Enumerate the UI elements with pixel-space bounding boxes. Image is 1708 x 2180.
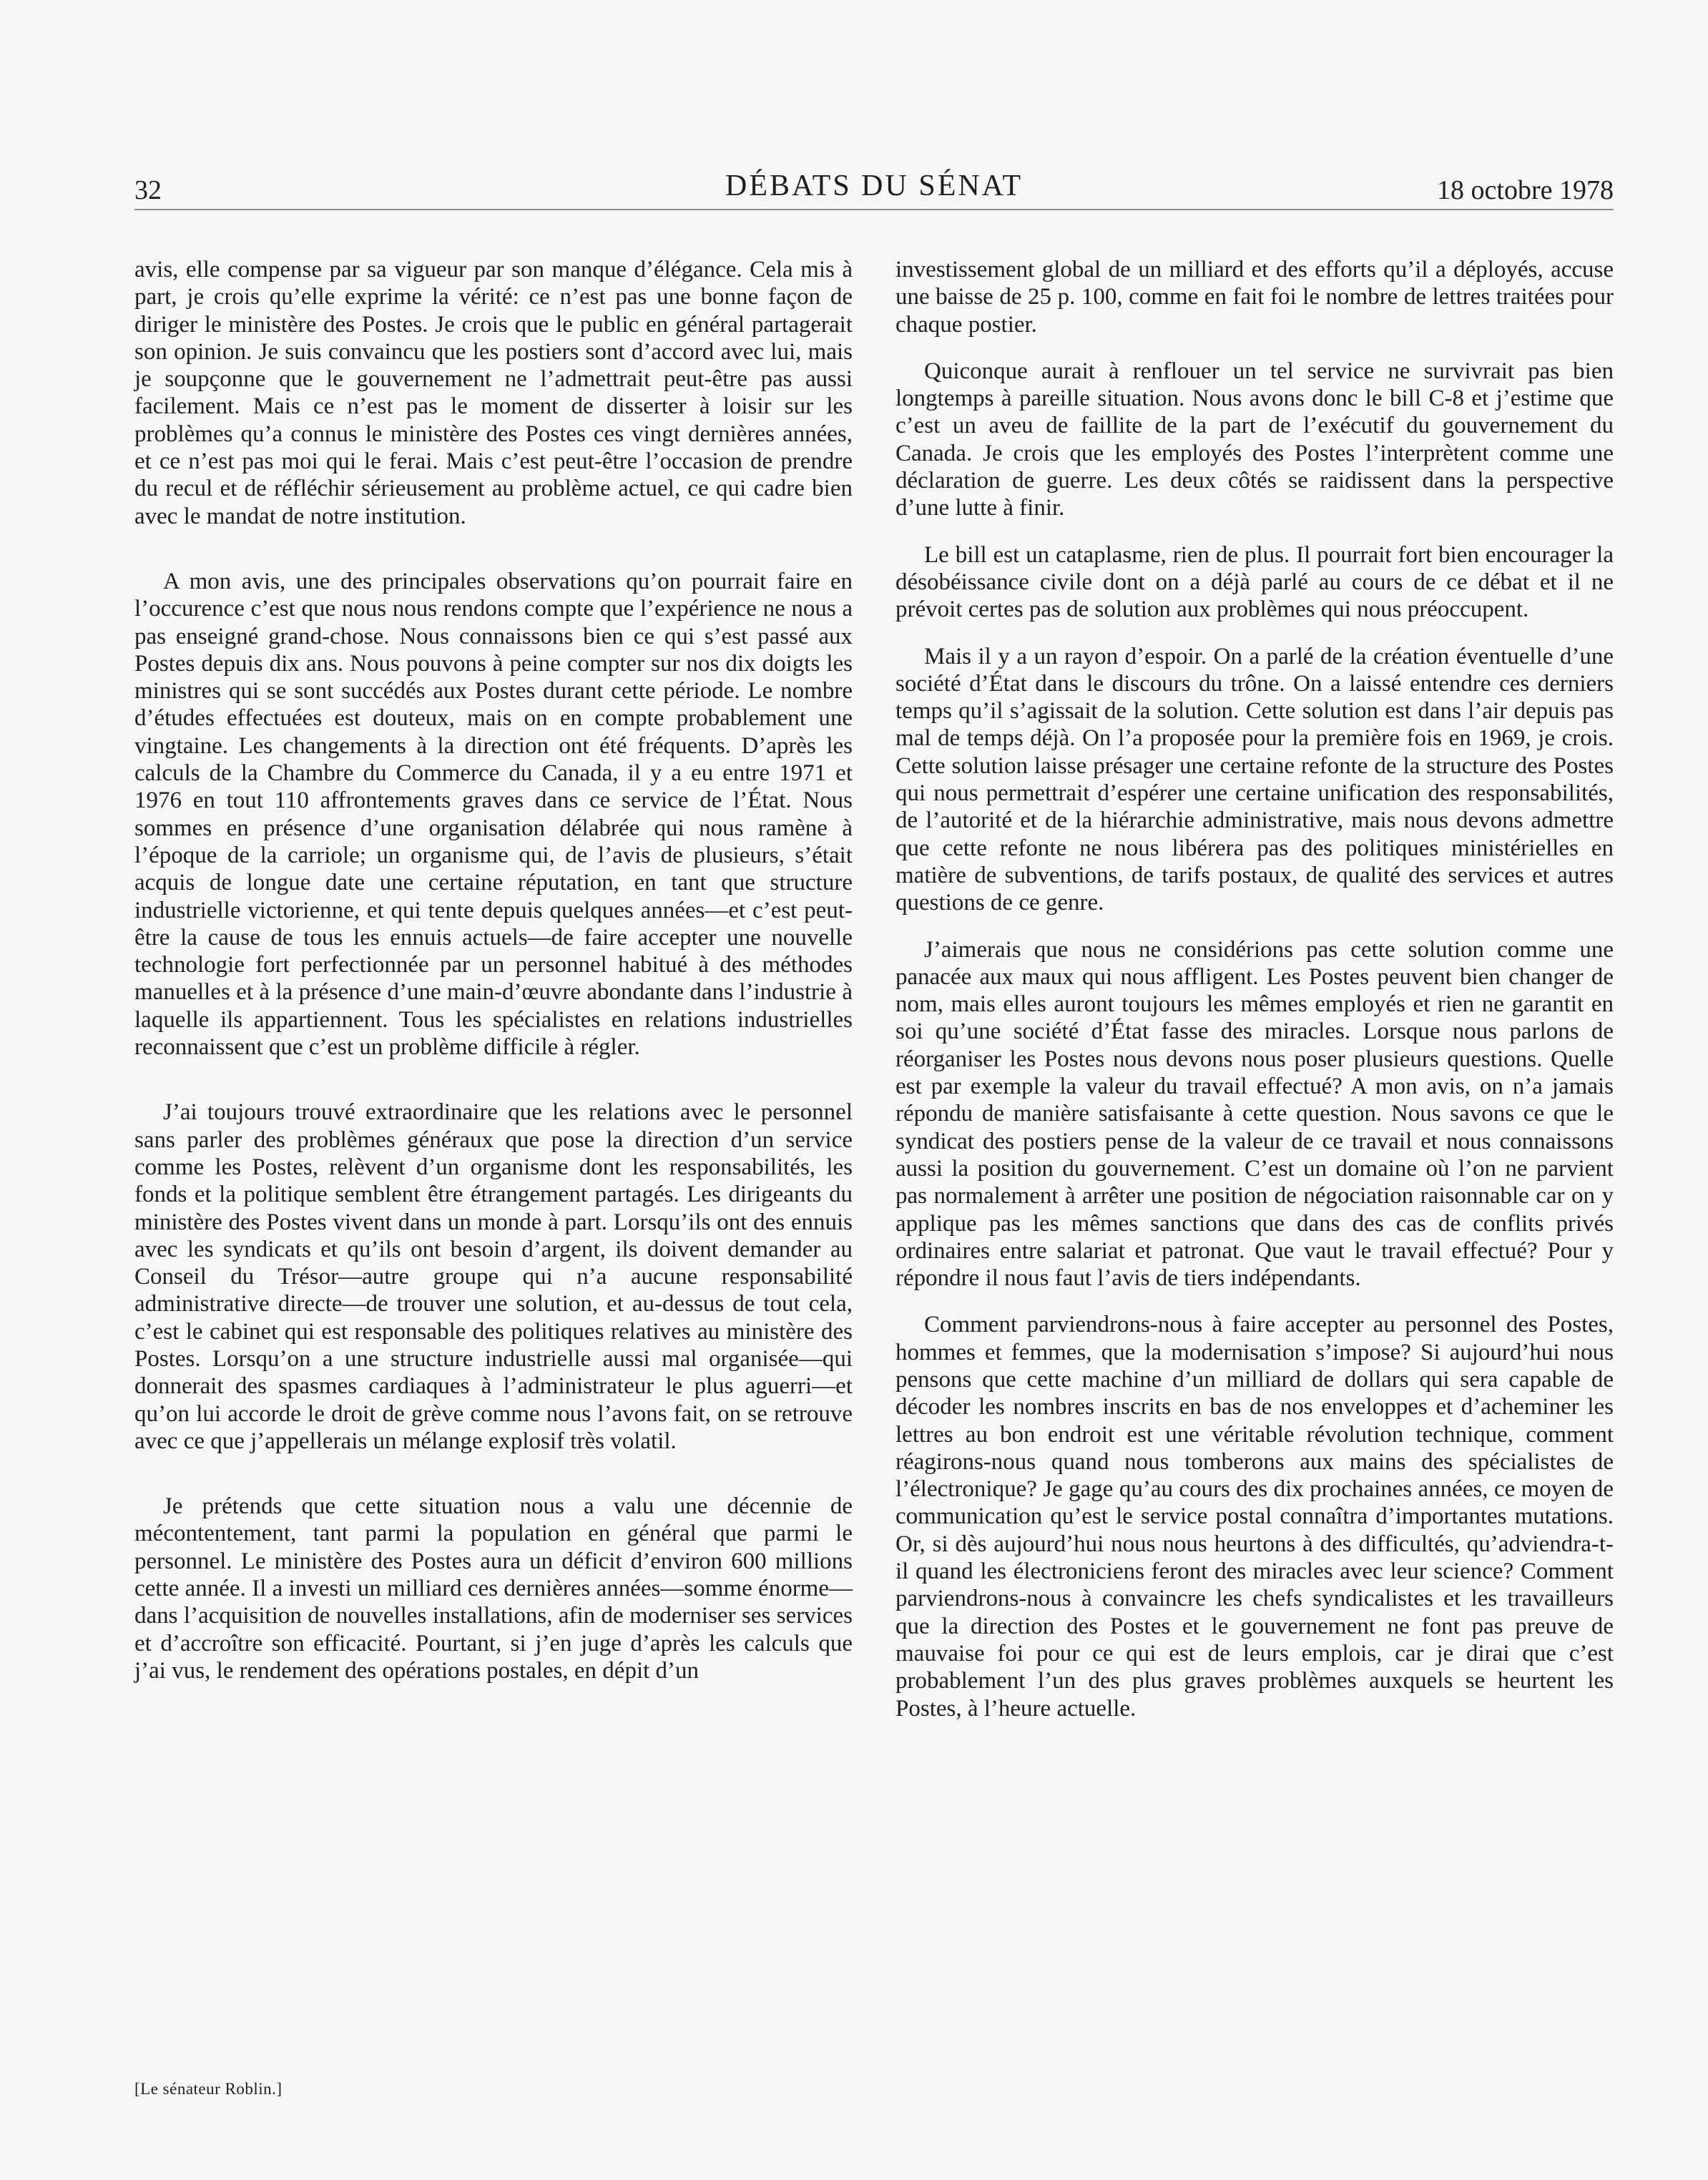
paragraph: Comment parviendrons-nous à faire accepter au personnel des Postes, hommes et femmes, que la modernisation s’impose? Si aujourd’hui nous pensons que cette machine d’un milliard de dollars qui sera capable de décoder les nombres inscrits en bas de nos enveloppes et d’acheminer les lettres au bon endroit est une véritable révolution technique, comment réagirons-nous quand nous tomberons aux mains des spécialistes de l’électronique? Je gage qu’au cours des dix prochaines années, ce moyen de communication qu’est le service postal connaîtra d’importantes mutations. Or, si dès aujourd’hui nous nous heurtons à des difficultés, qu’adviendra-t-il quand les électroniciens feront des miracles avec leur science? Comment parviendrons-nous à convaincre les chefs syndicalistes et les travailleurs que la direction des Postes et le gouvernement ne font pas preuve de mauvaise foi pour ce qui est de leurs emplois, car je dirai que c’est probablement l’un des plus graves problèmes auxquels se heurtent les Postes, à l’heure actuelle.	[895, 1312, 1614, 1722]
paragraph: Quiconque aurait à renflouer un tel service ne survivrait pas bien longtemps à pareille situation. Nous avons donc le bill C-8 et j’estime que c’est un aveu de faillite de la part de l’exécutif du gouvernement du Canada. Je crois que les employés des Postes l’interprètent comme une déclaration de guerre. Les deux côtés se raidissent dans la perspective d’une lutte à finir.	[895, 358, 1614, 521]
paragraph: A mon avis, une des principales observations qu’on pourrait faire en l’occurence c’est que nous nous rendons compte que l’expérience ne nous a pas enseigné grand-chose. Nous connaissons bien ce qui s’est passé aux Postes depuis dix ans. Nous pouvons à peine compter sur nos dix doigts les ministres qui se sont succédés aux Postes durant cette période. Le nombre d’études effectuées est douteux, mais on en compte probablement une vingtaine. Les changements à la direction ont été fréquents. D’après les calculs de la Chambre du Commerce du Canada, il y a eu entre 1971 et 1976 en tout 110 affrontements graves dans ce service de l’État. Nous sommes en présence d’une organisation délabrée qui nous ramène à l’époque de la carriole; un organisme qui, de l’avis de plusieurs, s’était acquis de longue date une certaine réputation, en tant que structure industrielle victorienne, et qui tente depuis quelques années—et c’est peut-être la cause de tous les ennuis actuels—de faire accepter une nouvelle technologie fort perfectionnée par un personnel habitué à des méthodes manuelles et à la présence d’une main-d’œuvre abondante dans l’industrie à laquelle ils appartiennent. Tous les spécialistes en relations industrielles reconnaissent que c’est un problème difficile à régler.	[134, 568, 853, 1061]
session-date: 18 octobre 1978	[1437, 175, 1614, 205]
speaker-note: [Le sénateur Roblin.]	[134, 2080, 283, 2098]
paragraph: avis, elle compense par sa vigueur par son manque d’élégance. Cela mis à part, je crois qu’elle exprime la vérité: ce n’est pas une bonne façon de diriger le ministère des Postes. Je crois que le public en général partagerait son opinion. Je suis convaincu que les postiers sont d’accord avec lui, mais je soupçonne que le gouvernement ne l’admettrait peut-être pas aussi facilement. Mais ce n’est pas le moment de disserter à loisir sur les problèmes qu’a connus le ministère des Postes ces vingt dernières années, et ce n’est pas moi qui le ferai. Mais c’est peut-être l’occasion de prendre du recul et de réfléchir sérieusement au problème actuel, ce qui cadre bien avec le mandat de notre institution.	[134, 257, 853, 529]
page-number: 32	[134, 175, 162, 205]
page-header	[134, 166, 1614, 212]
publication-title: DÉBATS DU SÉNAT	[725, 170, 1024, 202]
header-rule	[134, 209, 1614, 210]
paragraph: Le bill est un cataplasme, rien de plus. Il pourrait fort bien encourager la désobéissance civile dont on a déjà parlé au cours de ce débat et il ne prévoit certes pas de solution aux problèmes qui nous préoccupent.	[895, 541, 1614, 623]
paragraph: J’ai toujours trouvé extraordinaire que les relations avec le personnel sans parler des problèmes généraux que pose la direction d’un service comme les Postes, relèvent d’un organisme dont les responsabilités, les fonds et la politique semblent être étrangement partagés. Les dirigeants du ministère des Postes vivent dans un monde à part. Lorsqu’ils ont des ennuis avec les syndicats et qu’ils ont besoin d’argent, ils doivent demander au Conseil du Trésor—autre groupe qui n’a aucune responsabilité administrative directe—de trouver une solution, et au-dessus de tout cela, c’est le cabinet qui est responsable des politiques relatives au ministère des Postes. Lorsqu’on a une structure industrielle aussi mal organisée—qui donnerait des spasmes cardiaques à l’administrateur le plus aguerri—et qu’on lui accorde le droit de grève comme nous l’avons fait, on se retrouve avec ce que j’appellerais un mélange explosif très volatil.	[134, 1099, 853, 1454]
paragraph: J’aimerais que nous ne considérions pas cette solution comme une panacée aux maux qui nous affligent. Les Postes peuvent bien changer de nom, mais elles auront toujours les mêmes employés et rien ne garantit en soi qu’une société d’État fasse des miracles. Lorsque nous parlons de réorganiser les Postes nous devons nous poser plusieurs questions. Quelle est par exemple la valeur du travail effectué? A mon avis, on n’a jamais répondu de manière satisfaisante à cette question. Nous savons ce que le syndicat des postiers pense de la valeur de ce travail et nous connaissons aussi la position du gouvernement. C’est un domaine où l’on ne parvient pas normalement à arrêter une position de négociation raisonnable car on y applique pas les mêmes sanctions que dans des cas de conflits privés ordinaires entre salariat et patronat. Que vaut le travail effectué? Pour y répondre il nous faut l’avis de tiers indépendants.	[895, 936, 1614, 1292]
paragraph: Mais il y a un rayon d’espoir. On a parlé de la création éventuelle d’une société d’État dans le discours du trône. On a laissé entendre ces derniers temps qu’il s’agissait de la solution. Cette solution est dans l’air depuis pas mal de temps déjà. On l’a proposée pour la première fois en 1969, je crois. Cette solution laisse présager une certaine refonte de la structure des Postes qui nous permettrait d’espérer une certaine unification des responsabilités, de l’autorité et de la hiérarchie administrative, mais nous devons admettre que cette refonte ne nous libérera pas des politiques ministérielles en matière de subventions, de tarifs postaux, de qualité des services et autres questions de ce genre.	[895, 643, 1614, 916]
right-column	[895, 256, 1614, 1722]
paragraph: Je prétends que cette situation nous a valu une décennie de mécontentement, tant parmi la population en général que parmi le personnel. Le ministère des Postes aura un déficit d’environ 600 millions cette année. Il a investi un milliard ces dernières années—somme énorme—dans l’acquisition de nouvelles installations, afin de moderniser ses services et d’accroître son efficacité. Pourtant, si j’en juge d’après les calculs que j’ai vus, le rendement des opérations postales, en dépit d’un	[134, 1493, 853, 1684]
left-column	[134, 256, 853, 1684]
paragraph: investissement global de un milliard et des efforts qu’il a déployés, accuse une baisse de 25 p. 100, comme en fait foi le nombre de lettres traitées pour chaque postier.	[895, 257, 1614, 338]
